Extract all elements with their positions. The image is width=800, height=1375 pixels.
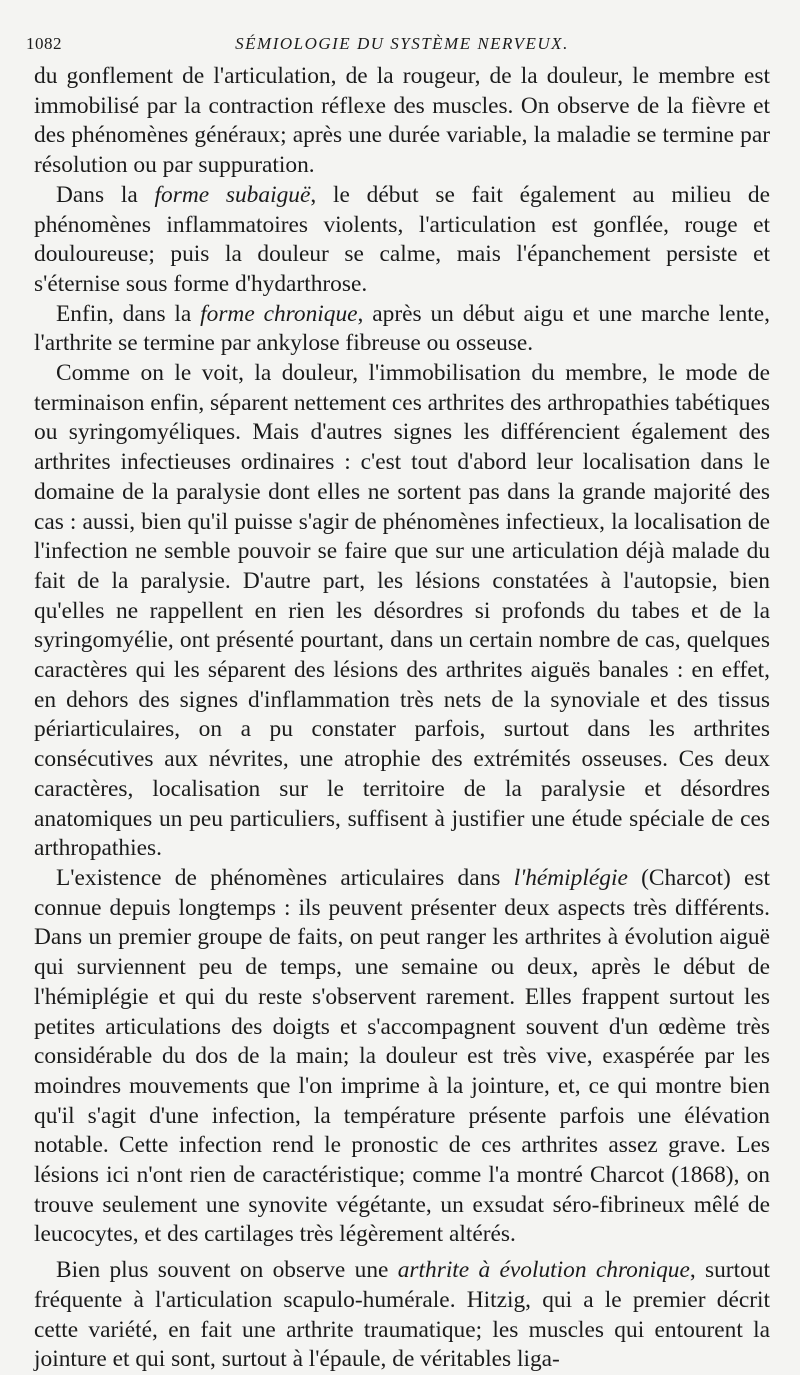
paragraph	[34, 300, 770, 359]
text-run: , le début se fait également au milieu de phénomènes inflammatoires violents, l'articulation est gonflée, rouge et douloureuse; puis la douleur se calme, mais l'épanchement persiste et s'éternise sous forme d'hydarthrose.	[34, 181, 770, 297]
text-run: Bien plus souvent on observe une	[56, 1257, 398, 1284]
text-run: Dans la	[56, 181, 155, 208]
italic-term: forme subaiguë	[154, 181, 311, 208]
italic-term: arthrite à évolution chronique	[397, 1257, 690, 1284]
paragraph	[34, 181, 770, 300]
text-run: , surtout fréquente à l'articulation scapulo-humérale. Hitzig, qui a le premier décrit cette variété, en fait une arthrite traumatique; les muscles qui entourent la jointure et qui sont, surtout à l'épaule, de véritables liga-	[34, 1257, 770, 1373]
text-run: L'existence de phénomènes articulaires dans	[56, 864, 514, 891]
paragraph	[34, 62, 770, 181]
text-run: (Charcot) est connue depuis longtemps : ils peuvent présenter deux aspects très différents. Dans un premier groupe de faits, on peut ranger les arthrites à évolution aiguë qui surviennent peu de temps, une semaine ou deux, après le début de l'hémiplégie et qui du reste s'observent rarement. Elles frappent surtout les petites articulations des doigts et s'accompagnent souvent d'un œdème très considérable du dos de la main; la douleur est très vive, exaspérée par les moindres mouvements que l'on imprime à la jointure, et, ce qui montre bien qu'il s'agit d'une infection, la température présente parfois une élévation notable. Cette infection rend le pronostic de ces arthrites assez grave. Les lésions ici n'ont rien de caractéristique; comme l'a montré Charcot (1868), on trouve seulement une synovite végétante, un exsudat séro-fibrineux mêlé de leucocytes, et des cartilages très légèrement altérés.	[34, 864, 770, 1248]
italic-term: forme chronique	[200, 300, 358, 327]
text-run: du gonflement de l'articulation, de la rougeur, de la douleur, le membre est immobilisé par la contraction réflexe des muscles. On observe de la fièvre et des phénomènes généraux; après une durée variable, la maladie se termine par résolution ou par suppuration.	[34, 63, 770, 179]
text-run: , après un début aigu et une marche lente, l'arthrite se termine par ankylose fibreuse ou osseuse.	[34, 300, 770, 357]
page-number: 1082	[26, 34, 62, 53]
text-run: Comme on le voit, la douleur, l'immobilisation du membre, le mode de terminaison enfin, séparent nettement ces arthrites des arthropathies tabétiques ou syringomyéliques. Mais d'autres signes les différencient également des arthrites infectieuses ordinaires : c'est tout d'abord leur localisation dans le domaine de la paralysie dont elles ne sortent pas dans la grande majorité des cas : aussi, bien qu'il puisse s'agir de phénomènes infectieux, la localisation de l'infection ne semble pouvoir se faire que sur une articulation déjà malade du fait de la paralysie. D'autre part, les lésions constatées à l'autopsie, bien qu'elles ne rappellent en rien les désordres si profonds du tabes et de la syringomyélie, ont présenté pourtant, dans un certain nombre de cas, quelques caractères qui les séparent des lésions des arthrites aiguës banales : en effet, en dehors des signes d'inflammation très nets de la synoviale et des tissus périarticulaires, on a pu constater parfois, surtout dans les arthrites consécutives aux névrites, une atrophie des extrémités osseuses. Ces deux caractères, localisation sur le territoire de la paralysie et désordres anatomiques un peu particuliers, suffisent à justifier une étude spéciale de ces arthropathies.	[34, 360, 770, 862]
paragraph	[34, 1256, 770, 1375]
running-title: SÉMIOLOGIE DU SYSTÈME NERVEUX.	[235, 34, 569, 53]
text-run: Enfin, dans la	[56, 300, 201, 327]
italic-term: l'hémiplégie	[513, 864, 628, 891]
paragraph	[34, 864, 770, 1250]
page-header	[26, 30, 770, 62]
body-text	[34, 62, 770, 1375]
paragraph	[34, 359, 770, 864]
